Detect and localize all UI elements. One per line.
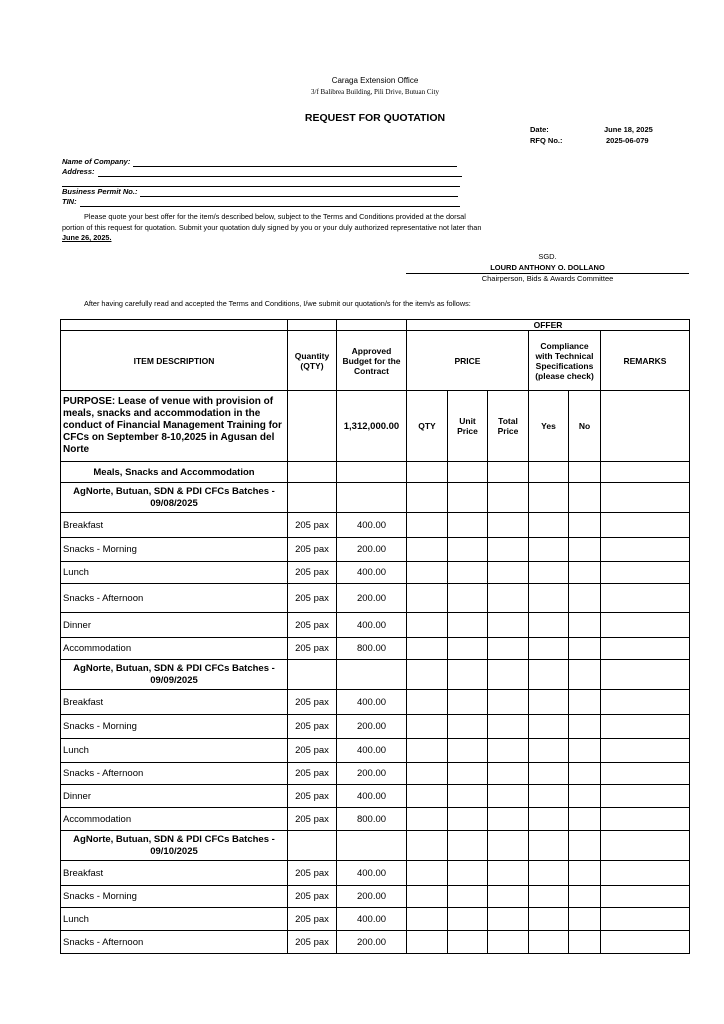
abc-cell: 400.00 (337, 513, 407, 538)
yes-cell[interactable] (529, 908, 569, 931)
yes-cell[interactable] (529, 785, 569, 808)
total-price-subheader: Total Price (488, 391, 529, 462)
item-cell: Snacks - Afternoon (61, 763, 288, 785)
offer-header: OFFER (407, 320, 690, 331)
abc-cell: 200.00 (337, 886, 407, 908)
item-cell: Accommodation (61, 638, 288, 660)
yes-cell[interactable] (529, 808, 569, 831)
qty-cell: 205 pax (288, 562, 337, 584)
total-price-cell[interactable] (488, 763, 529, 785)
tin-field[interactable] (80, 199, 460, 207)
rfq-label: RFQ No.: (530, 136, 563, 145)
yes-cell[interactable] (529, 861, 569, 886)
qty-cell: 205 pax (288, 861, 337, 886)
purpose-cell: PURPOSE: Lease of venue with provision of meals, snacks and accommodation in the conduct of Financial Management Training for CFCs on September 8-10,2025 in Agusan del Norte (61, 391, 288, 462)
item-cell: Accommodation (61, 808, 288, 831)
budget-cell: 1,312,000.00 (337, 391, 407, 462)
page-title: REQUEST FOR QUOTATION (304, 112, 446, 124)
qty-cell: 205 pax (288, 785, 337, 808)
unit-price-cell[interactable] (448, 808, 488, 831)
total-price-cell[interactable] (488, 908, 529, 931)
offer-qty-cell[interactable] (407, 613, 448, 638)
yes-cell[interactable] (529, 513, 569, 538)
unit-price-cell[interactable] (448, 861, 488, 886)
no-cell[interactable] (569, 538, 601, 562)
no-cell[interactable] (569, 808, 601, 831)
unit-price-cell[interactable] (448, 562, 488, 584)
item-cell: Snacks - Afternoon (61, 584, 288, 613)
yes-cell[interactable] (529, 584, 569, 613)
office-address: 3/f Balibrea Building, Pili Drive, Butuan City (311, 88, 439, 96)
sgd-mark: SGD. (538, 252, 557, 261)
table-row (61, 739, 690, 763)
table-row (61, 613, 690, 638)
total-price-cell[interactable] (488, 562, 529, 584)
table-row (61, 584, 690, 613)
no-cell[interactable] (569, 785, 601, 808)
abc-cell: 400.00 (337, 690, 407, 715)
qty-cell: 205 pax (288, 808, 337, 831)
no-subheader: No (569, 391, 601, 462)
no-cell[interactable] (569, 690, 601, 715)
offer-qty-cell[interactable] (407, 690, 448, 715)
offer-qty-cell[interactable] (407, 715, 448, 739)
remarks-cell[interactable] (601, 739, 690, 763)
batch-header: AgNorte, Butuan, SDN & PDI CFCs Batches - 09/09/2025 (61, 660, 288, 690)
remarks-header: REMARKS (601, 331, 690, 391)
abc-cell: 400.00 (337, 613, 407, 638)
yes-cell[interactable] (529, 931, 569, 954)
total-price-cell[interactable] (488, 538, 529, 562)
remarks-cell[interactable] (601, 562, 690, 584)
remarks-cell[interactable] (601, 584, 690, 613)
no-cell[interactable] (569, 562, 601, 584)
item-cell: Snacks - Afternoon (61, 931, 288, 954)
closing-paragraph (62, 299, 482, 309)
signatory-name: LOURD ANTHONY O. DOLLANO (406, 263, 689, 274)
total-price-cell[interactable] (488, 715, 529, 739)
company-label: Name of Company: (62, 157, 131, 166)
remarks-cell[interactable] (601, 638, 690, 660)
remarks-cell[interactable] (601, 908, 690, 931)
remarks-cell[interactable] (601, 538, 690, 562)
item-cell: Lunch (61, 908, 288, 931)
unit-price-cell[interactable] (448, 638, 488, 660)
no-cell[interactable] (569, 715, 601, 739)
table-row (61, 715, 690, 739)
table-row (61, 513, 690, 538)
abc-cell: 800.00 (337, 638, 407, 660)
rfq-value: 2025-06-079 (606, 136, 649, 145)
tin-label: TIN: (62, 197, 77, 206)
table-row (61, 808, 690, 831)
yes-cell[interactable] (529, 613, 569, 638)
unit-price-subheader: Unit Price (448, 391, 488, 462)
unit-price-cell[interactable] (448, 715, 488, 739)
qty-cell: 205 pax (288, 538, 337, 562)
no-cell[interactable] (569, 584, 601, 613)
table-row (61, 638, 690, 660)
yes-cell[interactable] (529, 739, 569, 763)
qty-cell: 205 pax (288, 613, 337, 638)
item-cell: Snacks - Morning (61, 715, 288, 739)
item-cell: Lunch (61, 562, 288, 584)
qty-cell: 205 pax (288, 886, 337, 908)
unit-price-cell[interactable] (448, 931, 488, 954)
qty-cell: 205 pax (288, 584, 337, 613)
total-price-cell[interactable] (488, 886, 529, 908)
qty-cell: 205 pax (288, 739, 337, 763)
qty-cell: 205 pax (288, 690, 337, 715)
deadline: June 26, 2025. (62, 233, 112, 242)
yes-cell[interactable] (529, 690, 569, 715)
date-label: Date: (530, 125, 549, 134)
remarks-cell[interactable] (601, 690, 690, 715)
company-field[interactable] (133, 159, 457, 167)
table-row (61, 908, 690, 931)
item-cell: Dinner (61, 613, 288, 638)
no-cell[interactable] (569, 931, 601, 954)
item-cell: Lunch (61, 739, 288, 763)
yes-cell[interactable] (529, 638, 569, 660)
no-cell[interactable] (569, 513, 601, 538)
no-cell[interactable] (569, 886, 601, 908)
unit-price-cell[interactable] (448, 908, 488, 931)
abc-cell: 400.00 (337, 785, 407, 808)
no-cell[interactable] (569, 861, 601, 886)
abc-cell: 400.00 (337, 861, 407, 886)
item-cell: Breakfast (61, 861, 288, 886)
abc-cell: 800.00 (337, 808, 407, 831)
yes-cell[interactable] (529, 763, 569, 785)
total-price-cell[interactable] (488, 690, 529, 715)
abc-cell: 200.00 (337, 931, 407, 954)
quotation-table (60, 319, 690, 954)
yes-cell[interactable] (529, 562, 569, 584)
unit-price-cell[interactable] (448, 785, 488, 808)
qty-cell: 205 pax (288, 763, 337, 785)
yes-cell[interactable] (529, 886, 569, 908)
abc-cell: 200.00 (337, 538, 407, 562)
address-field[interactable] (98, 169, 462, 177)
intro-paragraph (62, 212, 482, 244)
remarks-cell[interactable] (601, 886, 690, 908)
item-cell: Snacks - Morning (61, 538, 288, 562)
table-row (61, 931, 690, 954)
unit-price-cell[interactable] (448, 886, 488, 908)
qty-cell: 205 pax (288, 638, 337, 660)
offer-qty-cell[interactable] (407, 785, 448, 808)
table-row (61, 538, 690, 562)
abc-cell: 400.00 (337, 908, 407, 931)
price-header: PRICE (407, 331, 529, 391)
compliance-header: Compliance with Technical Specifications (please check) (529, 331, 601, 391)
table-row (61, 690, 690, 715)
unit-price-cell[interactable] (448, 538, 488, 562)
total-price-cell[interactable] (488, 808, 529, 831)
address-field-2[interactable] (62, 179, 460, 187)
remarks-cell[interactable] (601, 861, 690, 886)
offer-qty-cell[interactable] (407, 584, 448, 613)
item-cell: Breakfast (61, 513, 288, 538)
unit-price-cell[interactable] (448, 763, 488, 785)
abc-cell: 400.00 (337, 739, 407, 763)
total-price-cell[interactable] (488, 739, 529, 763)
qty-cell: 205 pax (288, 715, 337, 739)
unit-price-cell[interactable] (448, 613, 488, 638)
yes-cell[interactable] (529, 538, 569, 562)
offer-qty-cell[interactable] (407, 886, 448, 908)
offer-qty-cell[interactable] (407, 861, 448, 886)
total-price-cell[interactable] (488, 584, 529, 613)
total-price-cell[interactable] (488, 931, 529, 954)
item-cell: Breakfast (61, 690, 288, 715)
batch-header: AgNorte, Butuan, SDN & PDI CFCs Batches - 09/08/2025 (61, 483, 288, 513)
office-name: Caraga Extension Office (331, 76, 419, 85)
offer-qty-cell[interactable] (407, 908, 448, 931)
abc-cell: 400.00 (337, 562, 407, 584)
offer-qty-cell[interactable] (407, 513, 448, 538)
remarks-cell[interactable] (601, 613, 690, 638)
permit-field[interactable] (140, 189, 458, 197)
offer-qty-cell[interactable] (407, 763, 448, 785)
unit-price-cell[interactable] (448, 584, 488, 613)
total-price-cell[interactable] (488, 513, 529, 538)
total-price-cell[interactable] (488, 861, 529, 886)
no-cell[interactable] (569, 638, 601, 660)
signatory-position: Chairperson, Bids & Awards Committee (481, 274, 614, 283)
offer-qty-cell[interactable] (407, 931, 448, 954)
remarks-cell[interactable] (601, 808, 690, 831)
item-cell: Snacks - Morning (61, 886, 288, 908)
permit-label: Business Permit No.: (62, 187, 138, 196)
table-row (61, 785, 690, 808)
abc-cell: 200.00 (337, 715, 407, 739)
qty-cell: 205 pax (288, 931, 337, 954)
total-price-cell[interactable] (488, 785, 529, 808)
remarks-cell[interactable] (601, 715, 690, 739)
table-row (61, 861, 690, 886)
category-row: Meals, Snacks and Accommodation (61, 462, 288, 483)
unit-price-cell[interactable] (448, 690, 488, 715)
offer-qty-cell[interactable] (407, 562, 448, 584)
no-cell[interactable] (569, 763, 601, 785)
no-cell[interactable] (569, 908, 601, 931)
remarks-cell[interactable] (601, 785, 690, 808)
no-cell[interactable] (569, 613, 601, 638)
offer-qty-cell[interactable] (407, 538, 448, 562)
quantity-header: Quantity (QTY) (288, 331, 337, 391)
abc-cell: 200.00 (337, 584, 407, 613)
intro-text: Please quote your best offer for the item/s described below, subject to the Terms and Conditions provided at the dorsal portion of this request for quotation. Submit your quotation duly signed by you or your duly authorized representative not later than (62, 212, 482, 232)
unit-price-cell[interactable] (448, 513, 488, 538)
closing-text: After having carefully read and accepted the Terms and Conditions, I/we submit our quotation/s for the item/s as follows: (84, 299, 471, 308)
abc-header: Approved Budget for the Contract (337, 331, 407, 391)
remarks-cell[interactable] (601, 513, 690, 538)
qty-cell: 205 pax (288, 908, 337, 931)
batch-header: AgNorte, Butuan, SDN & PDI CFCs Batches - 09/10/2025 (61, 831, 288, 861)
table-row (61, 562, 690, 584)
yes-subheader: Yes (529, 391, 569, 462)
offer-qty-cell[interactable] (407, 739, 448, 763)
item-cell: Dinner (61, 785, 288, 808)
total-price-cell[interactable] (488, 638, 529, 660)
address-label: Address: (62, 167, 95, 176)
table-row (61, 886, 690, 908)
abc-cell: 200.00 (337, 763, 407, 785)
table-row (61, 763, 690, 785)
date-value: June 18, 2025 (604, 125, 653, 134)
no-cell[interactable] (569, 739, 601, 763)
remarks-cell[interactable] (601, 931, 690, 954)
qty-subheader: QTY (407, 391, 448, 462)
offer-qty-cell[interactable] (407, 808, 448, 831)
unit-price-cell[interactable] (448, 739, 488, 763)
qty-cell: 205 pax (288, 513, 337, 538)
offer-qty-cell[interactable] (407, 638, 448, 660)
supplier-fields (62, 157, 462, 207)
yes-cell[interactable] (529, 715, 569, 739)
item-description-header: ITEM DESCRIPTION (61, 331, 288, 391)
remarks-cell[interactable] (601, 763, 690, 785)
total-price-cell[interactable] (488, 613, 529, 638)
